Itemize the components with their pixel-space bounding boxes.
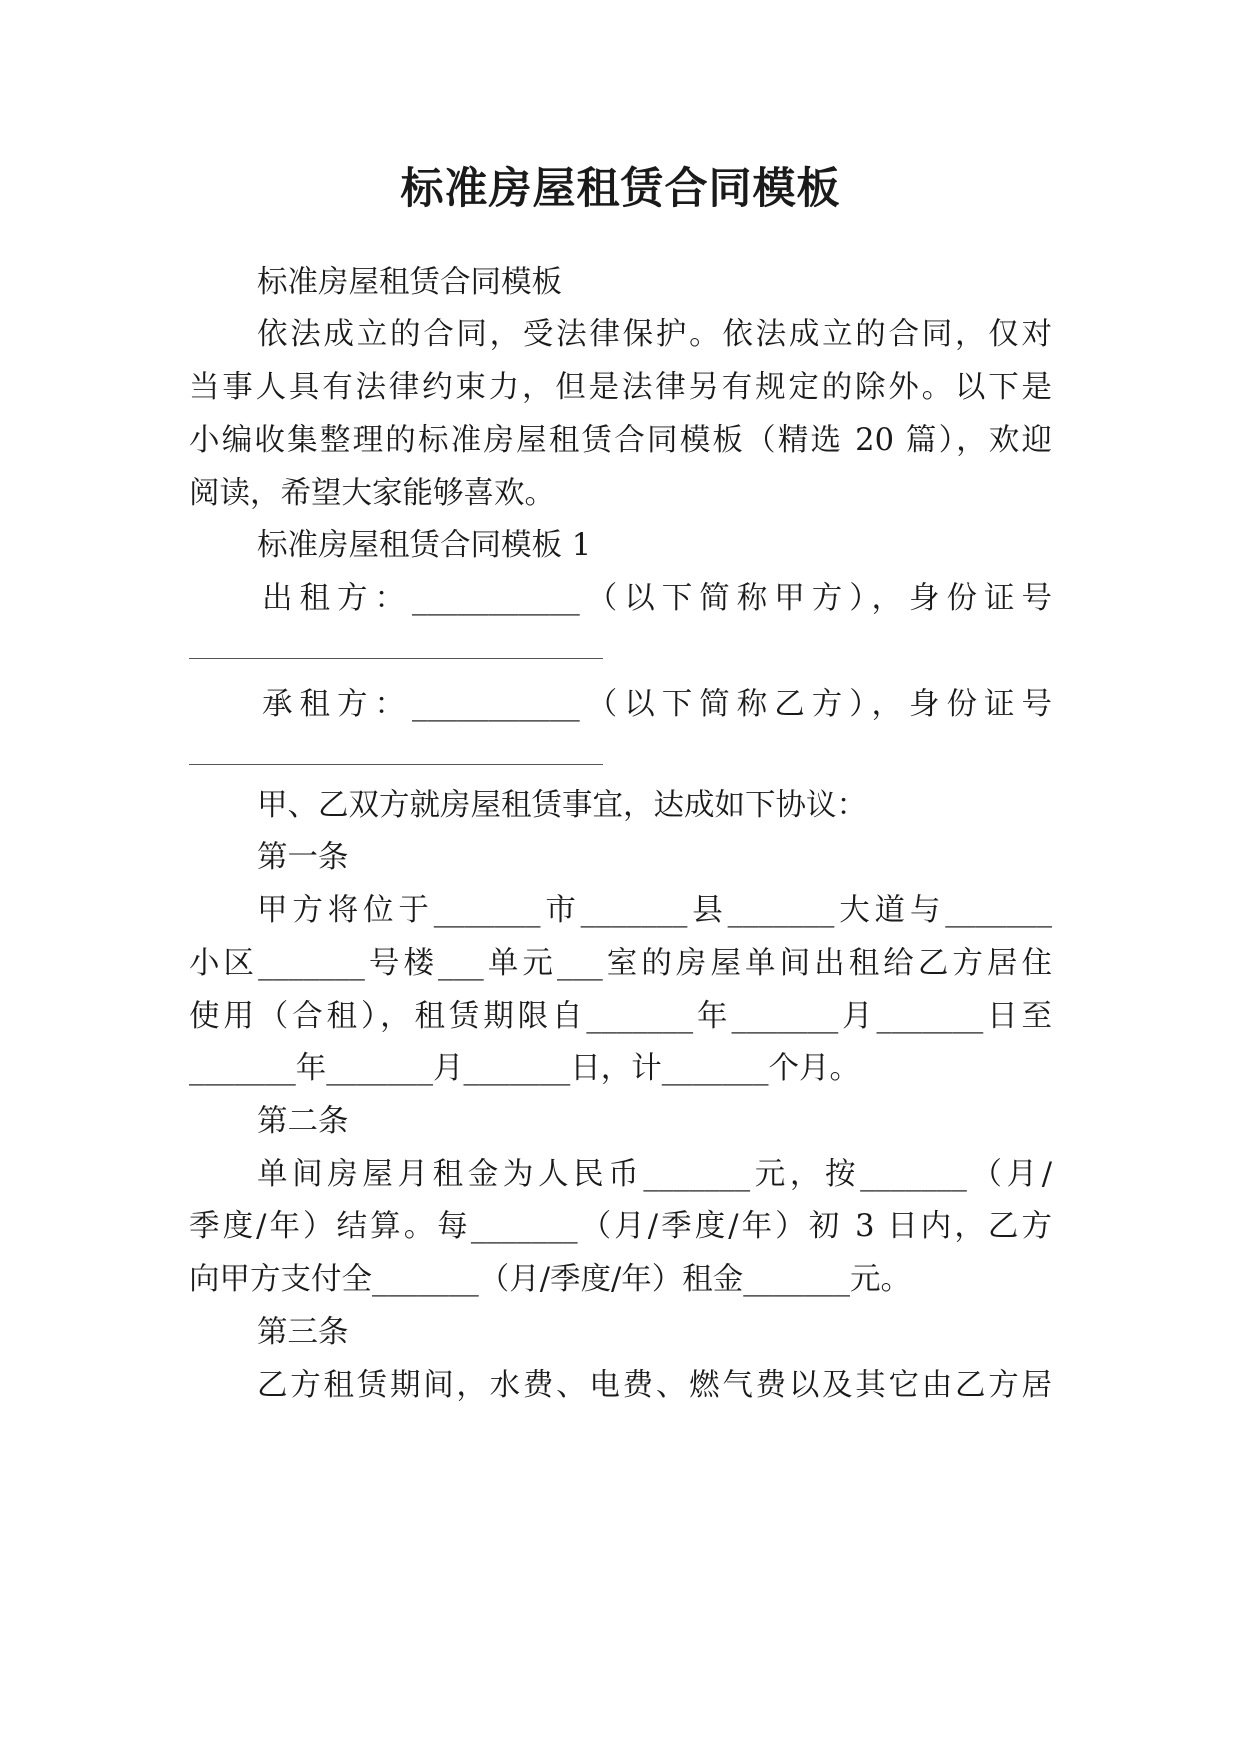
- article-3-line-1: 乙方租赁期间，水费、电费、燃气费以及其它由乙方居: [257, 1368, 1052, 1403]
- agreement-line: 甲、乙双方就房屋租赁事宜，达成如下协议：: [257, 788, 867, 823]
- intro-line-4: 阅读，希望大家能够喜欢。: [189, 476, 555, 511]
- lessee-line: 承租方：___________（以下简称乙方），身份证号: [262, 687, 1052, 722]
- intro-line-3: 小编收集整理的标准房屋租赁合同模板（精选 20 篇），欢迎: [189, 423, 1052, 458]
- article-1-heading: 第一条: [257, 840, 349, 875]
- section-heading-1: 标准房屋租赁合同模板 1: [257, 528, 592, 563]
- lessor-line: 出租方：___________（以下简称甲方），身份证号: [262, 581, 1052, 616]
- article-1-line-1: 甲方将位于_______市_______县_______大道与_______: [257, 893, 1052, 928]
- article-2-line-1: 单间房屋月租金为人民币_______元，按_______（月/: [257, 1157, 1052, 1192]
- article-1-line-3: 使用（合租），租赁期限自_______年_______月_______日至: [189, 999, 1052, 1034]
- intro-line-1: 依法成立的合同，受法律保护。依法成立的合同，仅对: [257, 317, 1052, 352]
- document-title: 标准房屋租赁合同模板: [400, 164, 841, 214]
- article-2-line-3: 向甲方支付全_______（月/季度/年）租金_______元。: [189, 1262, 912, 1297]
- subtitle-line: 标准房屋租赁合同模板: [257, 265, 562, 300]
- lessor-id-blank: [189, 658, 603, 659]
- lessee-id-blank: [189, 764, 603, 765]
- article-3-heading: 第三条: [257, 1315, 349, 1350]
- intro-line-2: 当事人具有法律约束力，但是法律另有规定的除外。以下是: [189, 370, 1052, 405]
- article-1-line-4: _______年_______月_______日，计_______个月。: [189, 1051, 860, 1086]
- article-2-line-2: 季度/年）结算。每_______（月/季度/年）初 3 日内，乙方: [189, 1209, 1052, 1244]
- article-2-heading: 第二条: [257, 1104, 349, 1139]
- article-1-line-2: 小区_______号楼___单元___室的房屋单间出租给乙方居住: [189, 946, 1052, 981]
